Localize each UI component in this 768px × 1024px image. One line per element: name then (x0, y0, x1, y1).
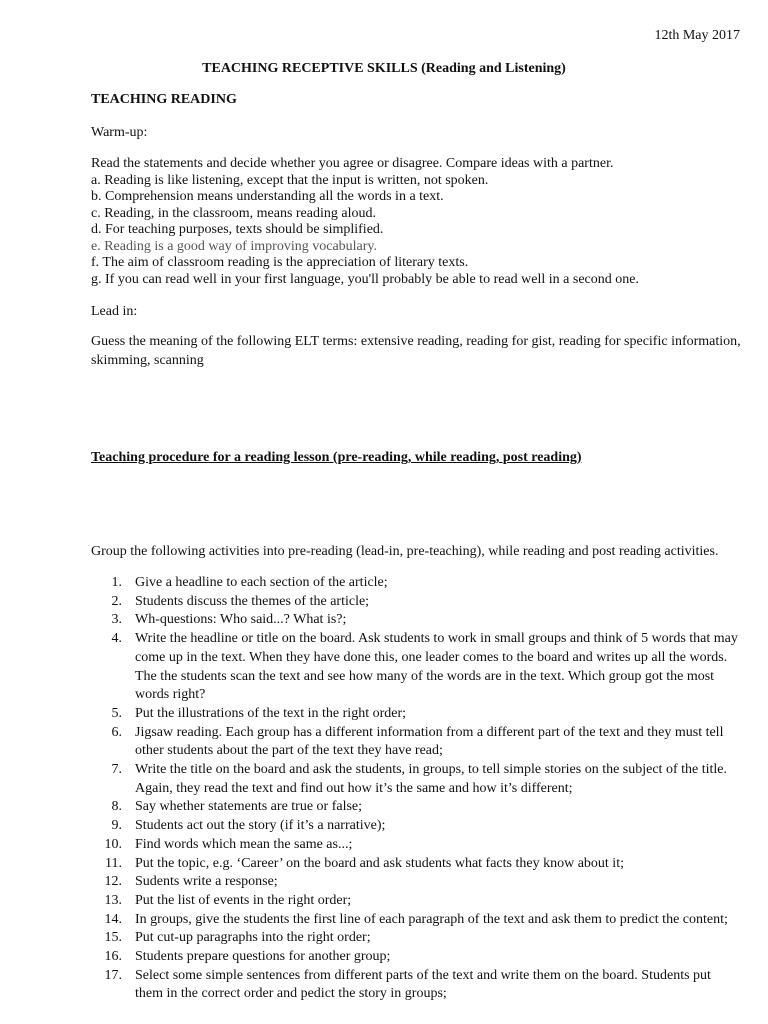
activity-number: 17. (104, 967, 122, 983)
activity-text: Students act out the story (if it’s a narrative); (135, 818, 386, 834)
activity-item (91, 798, 741, 817)
activity-number: 5. (111, 705, 122, 721)
activity-item (91, 911, 741, 930)
activity-item (91, 855, 741, 874)
activity-number: 12. (104, 874, 122, 890)
leadin-label: Lead in: (91, 304, 138, 319)
warmup-label: Warm-up: (91, 125, 148, 140)
activity-item (91, 761, 741, 798)
activity-text: Put cut-up paragraphs into the right order; (135, 930, 371, 946)
activity-item (91, 574, 741, 593)
activity-number: 6. (111, 724, 122, 740)
activity-number: 4. (111, 631, 122, 647)
activity-item (91, 611, 741, 630)
document-date: 12th May 2017 (654, 28, 740, 43)
procedure-heading: Teaching procedure for a reading lesson (pre-reading, while reading, post reading) (91, 450, 582, 465)
activity-text: Students prepare questions for another group; (135, 949, 391, 965)
activity-text: Put the illustrations of the text in the right order; (135, 705, 407, 721)
activity-item (91, 873, 741, 892)
activity-item (91, 817, 741, 836)
activity-number: 3. (111, 612, 122, 628)
activity-number: 10. (104, 836, 122, 852)
activity-text: Write the title on the board and ask the students, in groups, to tell simple stories on the subject of the title. Again, they read the text and find out how it’s the same and how it’s different; (135, 762, 727, 796)
statement-instruction: Read the statements and decide whether you agree or disagree. Compare ideas with a partner. (91, 156, 614, 171)
activity-item (91, 967, 741, 1004)
statement-item: c. Reading, in the classroom, means reading aloud. (91, 205, 376, 221)
activity-list (91, 574, 741, 1004)
statement-item: b. Comprehension means understanding all the words in a text. (91, 189, 444, 204)
activity-number: 7. (111, 762, 122, 778)
activity-item (91, 705, 741, 724)
statement-item: a. Reading is like listening, except that the input is written, not spoken. (91, 172, 489, 188)
activity-text: Put the list of events in the right order; (135, 892, 352, 908)
activity-text: Find words which mean the same as...; (135, 836, 353, 852)
statement-list (91, 155, 741, 287)
activity-text: In groups, give the students the first line of each paragraph of the text and ask them to predict the content; (135, 911, 728, 927)
activity-text: Write the headline or title on the board. Ask students to work in small groups and think of 5 words that may come up in the text. When they have done this, one leader comes to the board and writes up all the words. The the students scan the text and see how many of the words are in the text. Which group got the most words right? (135, 631, 738, 703)
activity-item (91, 593, 741, 612)
activity-text: Students discuss the themes of the article; (135, 593, 370, 609)
activity-text: Sudents write a response; (135, 874, 278, 890)
activity-number: 14. (104, 911, 122, 927)
activity-text: Say whether statements are true or false; (135, 799, 363, 815)
activity-text: Put the topic, e.g. ‘Career’ on the board and ask students what facts they know about it; (135, 855, 624, 871)
activity-text: Jigsaw reading. Each group has a different information from a different part of the text and they must tell other students about the part of the text they have read; (135, 724, 724, 759)
activity-text: Give a headline to each section of the article; (135, 575, 388, 590)
activity-number: 1. (111, 575, 122, 590)
activity-item (91, 892, 741, 911)
activity-item (91, 836, 741, 855)
section-heading: TEACHING READING (91, 92, 237, 107)
activity-number: 9. (111, 818, 122, 834)
activity-item (91, 724, 741, 761)
activity-number: 15. (104, 930, 122, 946)
activity-number: 13. (104, 892, 122, 908)
activity-number: 8. (111, 799, 122, 815)
activity-item (91, 630, 741, 705)
activity-item (91, 948, 741, 967)
group-instruction: Group the following activities into pre-reading (lead-in, pre-teaching), while reading and post reading activities. (91, 544, 719, 559)
statement-item: e. Reading is a good way of improving vocabulary. (91, 238, 378, 254)
leadin-text: Guess the meaning of the following ELT terms: extensive reading, reading for gist, reading for specific information, skimming, scanning (91, 334, 741, 368)
activity-number: 11. (105, 855, 122, 871)
activity-number: 2. (111, 593, 122, 609)
activity-text: Wh-questions: Who said...? What is?; (135, 612, 347, 628)
document-title: TEACHING RECEPTIVE SKILLS (Reading and Listening) (202, 61, 566, 76)
statement-item: f. The aim of classroom reading is the appreciation of literary texts. (91, 255, 469, 270)
activity-item (91, 929, 741, 948)
statement-item: g. If you can read well in your first language, you'll probably be able to read well in a second one. (91, 271, 639, 287)
activity-text: Select some simple sentences from different parts of the text and write them on the board. Students put them in the correct order and pedict the story in groups; (135, 967, 711, 1002)
activity-number: 16. (104, 949, 122, 965)
statement-item: d. For teaching purposes, texts should be simplified. (91, 222, 384, 237)
